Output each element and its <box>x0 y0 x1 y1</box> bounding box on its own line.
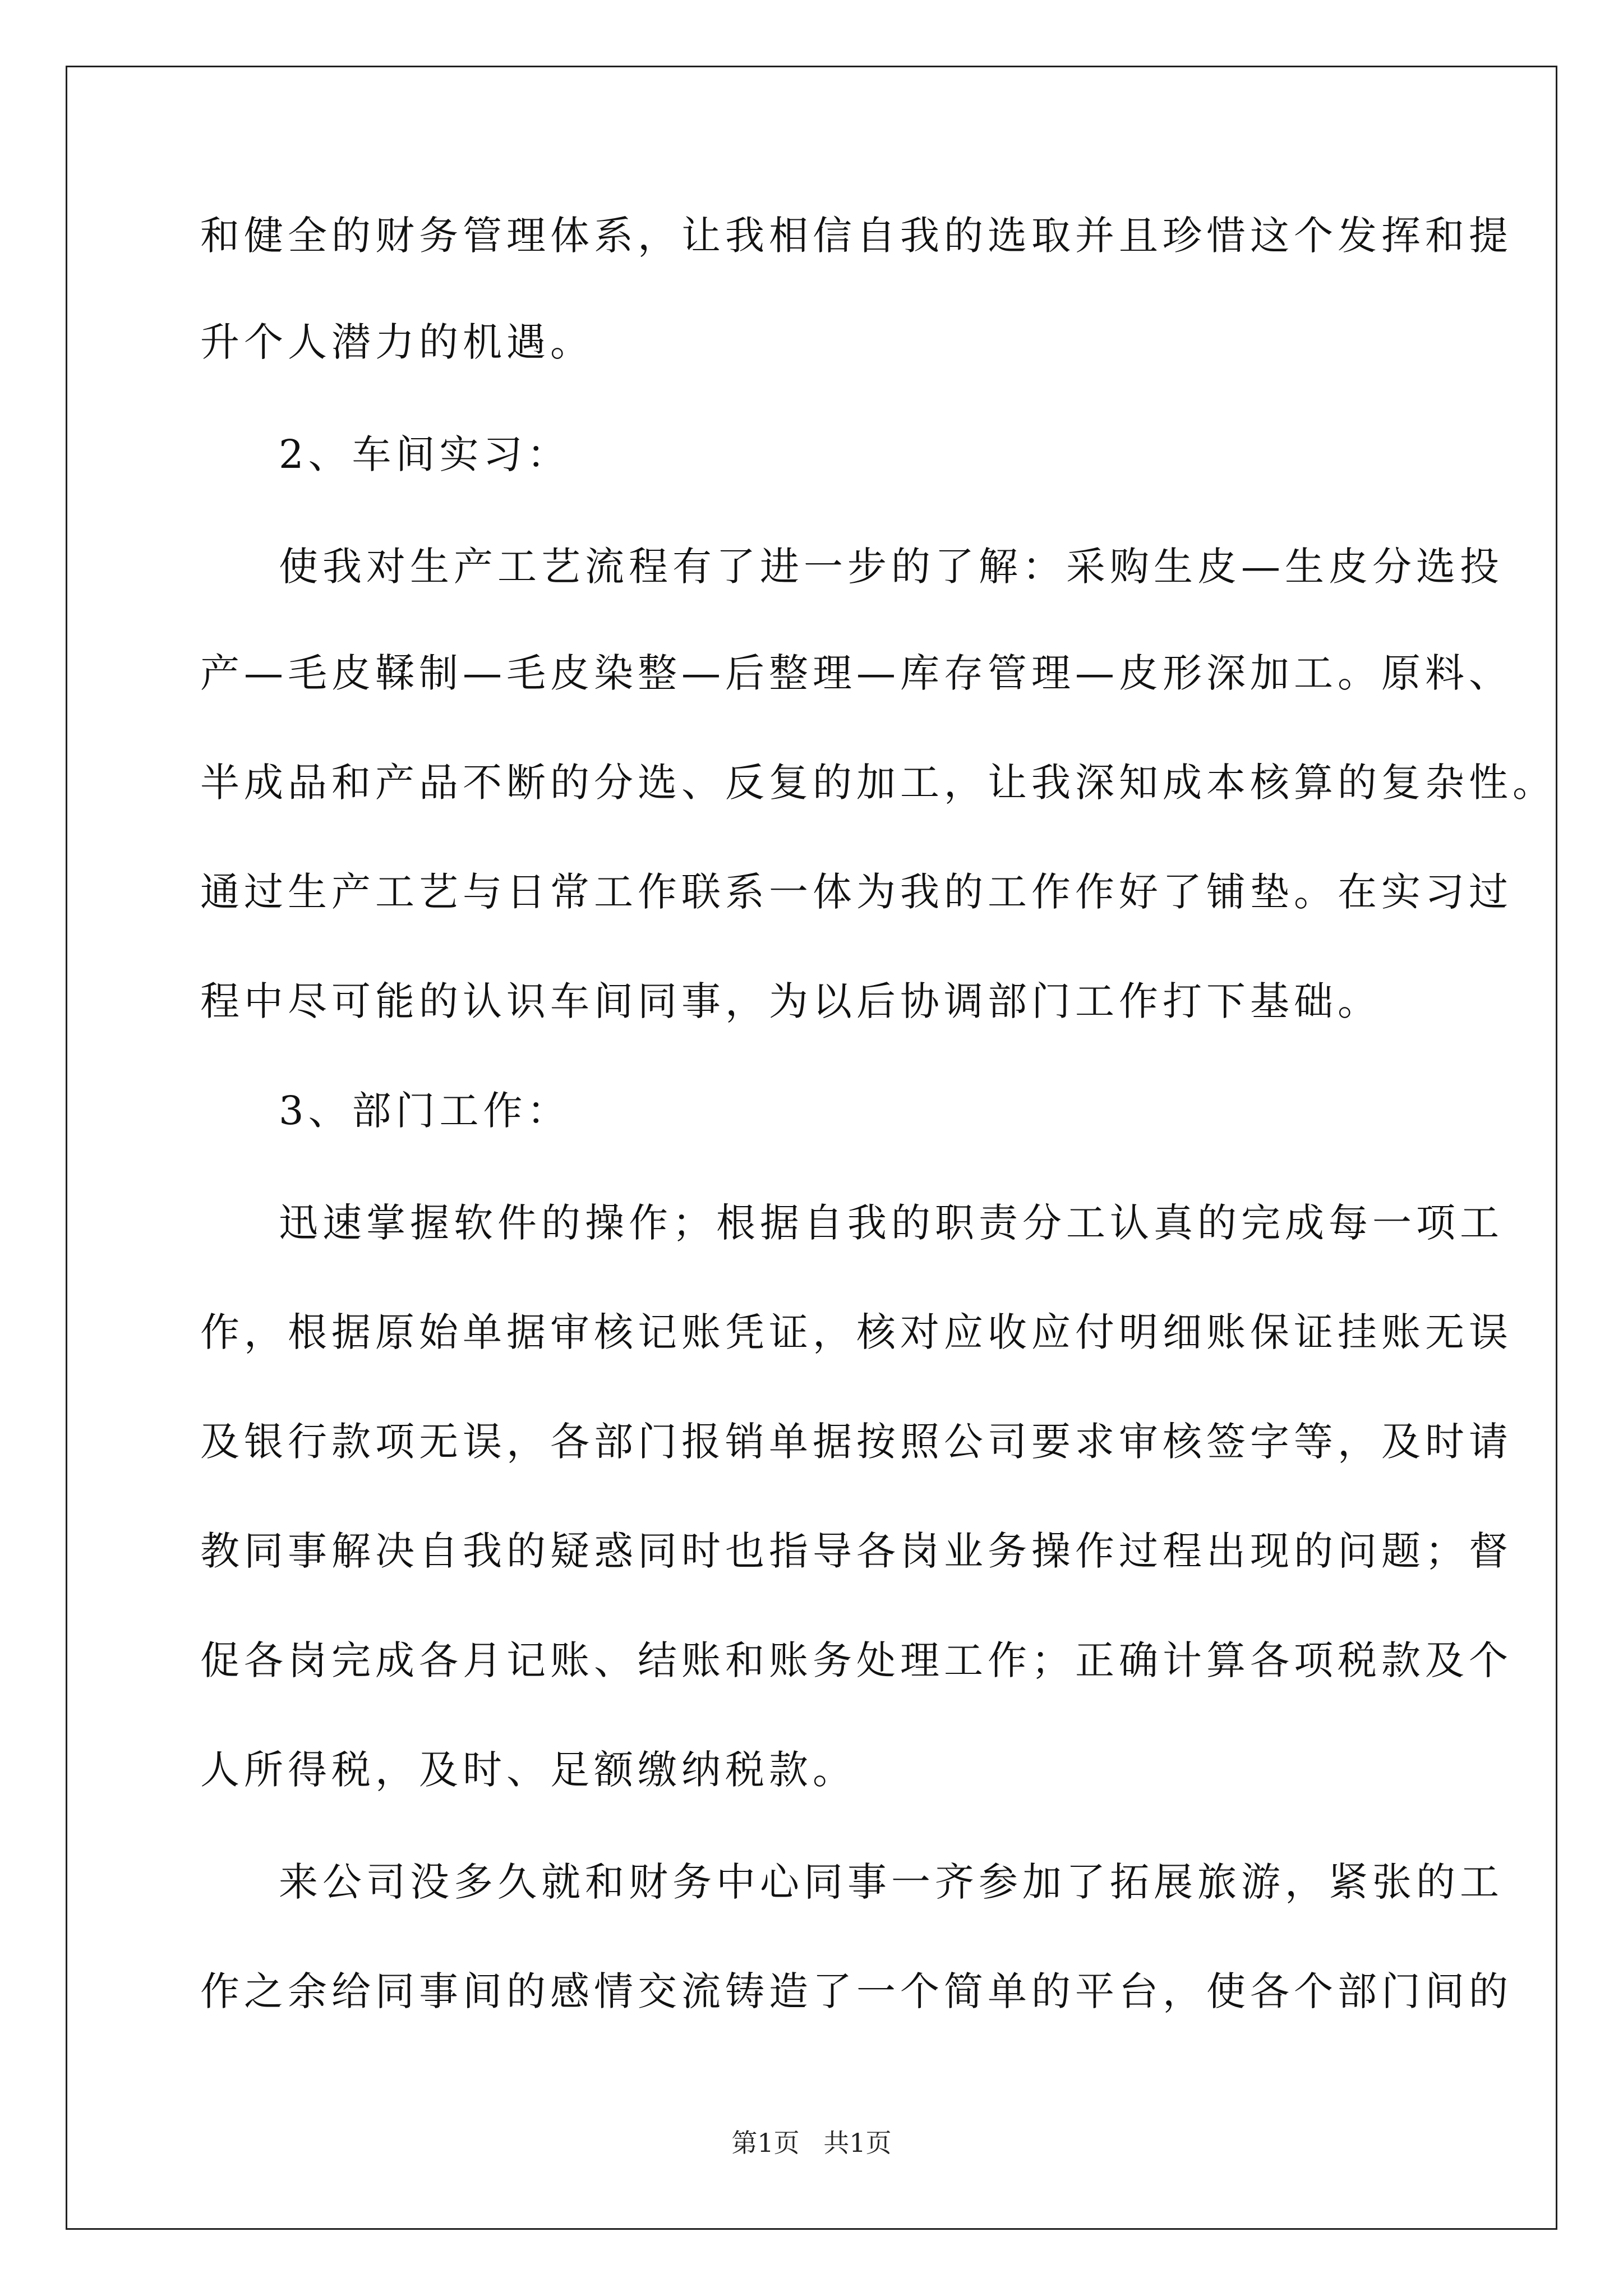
text-line: 和健全的财务管理体系，让我相信自我的选取并且珍惜这个发挥和提 <box>200 213 1513 259</box>
page-number-current: 第1页 <box>731 2128 800 2158</box>
paragraph-start: 来公司没多久就和财务中心同事一齐参加了拓展旅游，紧张的工 <box>279 1859 1504 1905</box>
text-line: 半成品和产品不断的分选、反复的加工，让我深知成本核算的复杂性。 <box>200 760 1556 806</box>
text-line: 人所得税，及时、足额缴纳税款。 <box>200 1747 856 1793</box>
page-number-total: 共1页 <box>823 2128 892 2158</box>
text-line: 升个人潜力的机遇。 <box>200 319 594 365</box>
section-heading-workshop: 2、车间实习： <box>279 431 571 477</box>
text-line: 产—毛皮鞣制—毛皮染整—后整理—库存管理—皮形深加工。原料、 <box>200 650 1513 696</box>
paragraph-start: 迅速掌握软件的操作；根据自我的职责分工认真的完成每一项工 <box>279 1200 1504 1246</box>
text-line: 促各岗完成各月记账、结账和账务处理工作；正确计算各项税款及个 <box>200 1637 1513 1683</box>
text-line: 作之余给同事间的感情交流铸造了一个简单的平台，使各个部门间的 <box>200 1968 1513 2014</box>
section-heading-department: 3、部门工作： <box>279 1088 571 1134</box>
text-line: 通过生产工艺与日常工作联系一体为我的工作作好了铺垫。在实习过 <box>200 869 1513 915</box>
text-line: 程中尽可能的认识车间同事，为以后协调部门工作打下基础。 <box>200 978 1381 1024</box>
page-footer <box>0 2126 1623 2160</box>
text-line: 教同事解决自我的疑惑同时也指导各岗业务操作过程出现的问题；督 <box>200 1528 1513 1574</box>
paragraph-start: 使我对生产工艺流程有了进一步的了解：采购生皮—生皮分选投 <box>279 544 1504 590</box>
text-line: 及银行款项无误，各部门报销单据按照公司要求审核签字等，及时请 <box>200 1419 1513 1465</box>
text-line: 作，根据原始单据审核记账凭证，核对应收应付明细账保证挂账无误 <box>200 1309 1513 1355</box>
